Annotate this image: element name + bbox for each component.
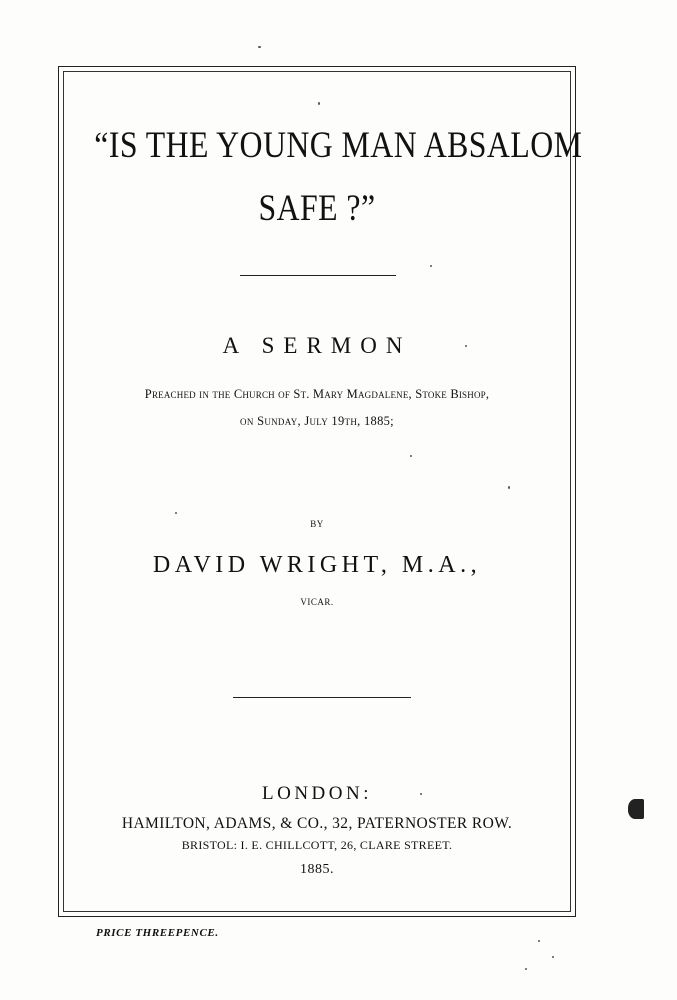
- imprint-year: 1885.: [300, 862, 334, 877]
- imprint-city: LONDON:: [262, 783, 372, 804]
- divider-rule-bottom: [233, 697, 411, 698]
- preached-date: on Sunday, July 19th, 1885;: [240, 414, 394, 428]
- speck: [465, 345, 467, 347]
- preached-location: Preached in the Church of St. Mary Magdalene, Stoke Bishop,: [144, 387, 490, 401]
- speck: [258, 46, 261, 48]
- speck: [508, 486, 510, 489]
- author-role: VICAR.: [300, 597, 334, 607]
- imprint-bristol: BRISTOL: I. E. CHILLCOTT, 26, CLARE STREET.: [181, 838, 453, 852]
- divider-rule-top: [240, 275, 396, 276]
- speck: [552, 956, 554, 958]
- speck: [430, 265, 432, 267]
- author-name: DAVID WRIGHT, M.A.,: [152, 552, 482, 578]
- speck: [538, 940, 540, 942]
- title-line-1: “IS THE YOUNG MAN ABSALOM: [94, 125, 583, 166]
- speck: [420, 793, 422, 795]
- imprint-publisher: HAMILTON, ADAMS, & CO., 32, PATERNOSTER ROW.: [121, 815, 513, 832]
- by-label: BY: [310, 519, 324, 529]
- price-note: PRICE THREEPENCE.: [96, 927, 219, 939]
- speck: [318, 102, 320, 105]
- speck: [525, 968, 527, 970]
- subtitle: A SERMON: [222, 333, 412, 358]
- speck: [410, 455, 412, 457]
- ink-blot-mark: [628, 799, 644, 819]
- title-line-2: SAFE ?”: [258, 188, 376, 229]
- speck: [175, 512, 177, 514]
